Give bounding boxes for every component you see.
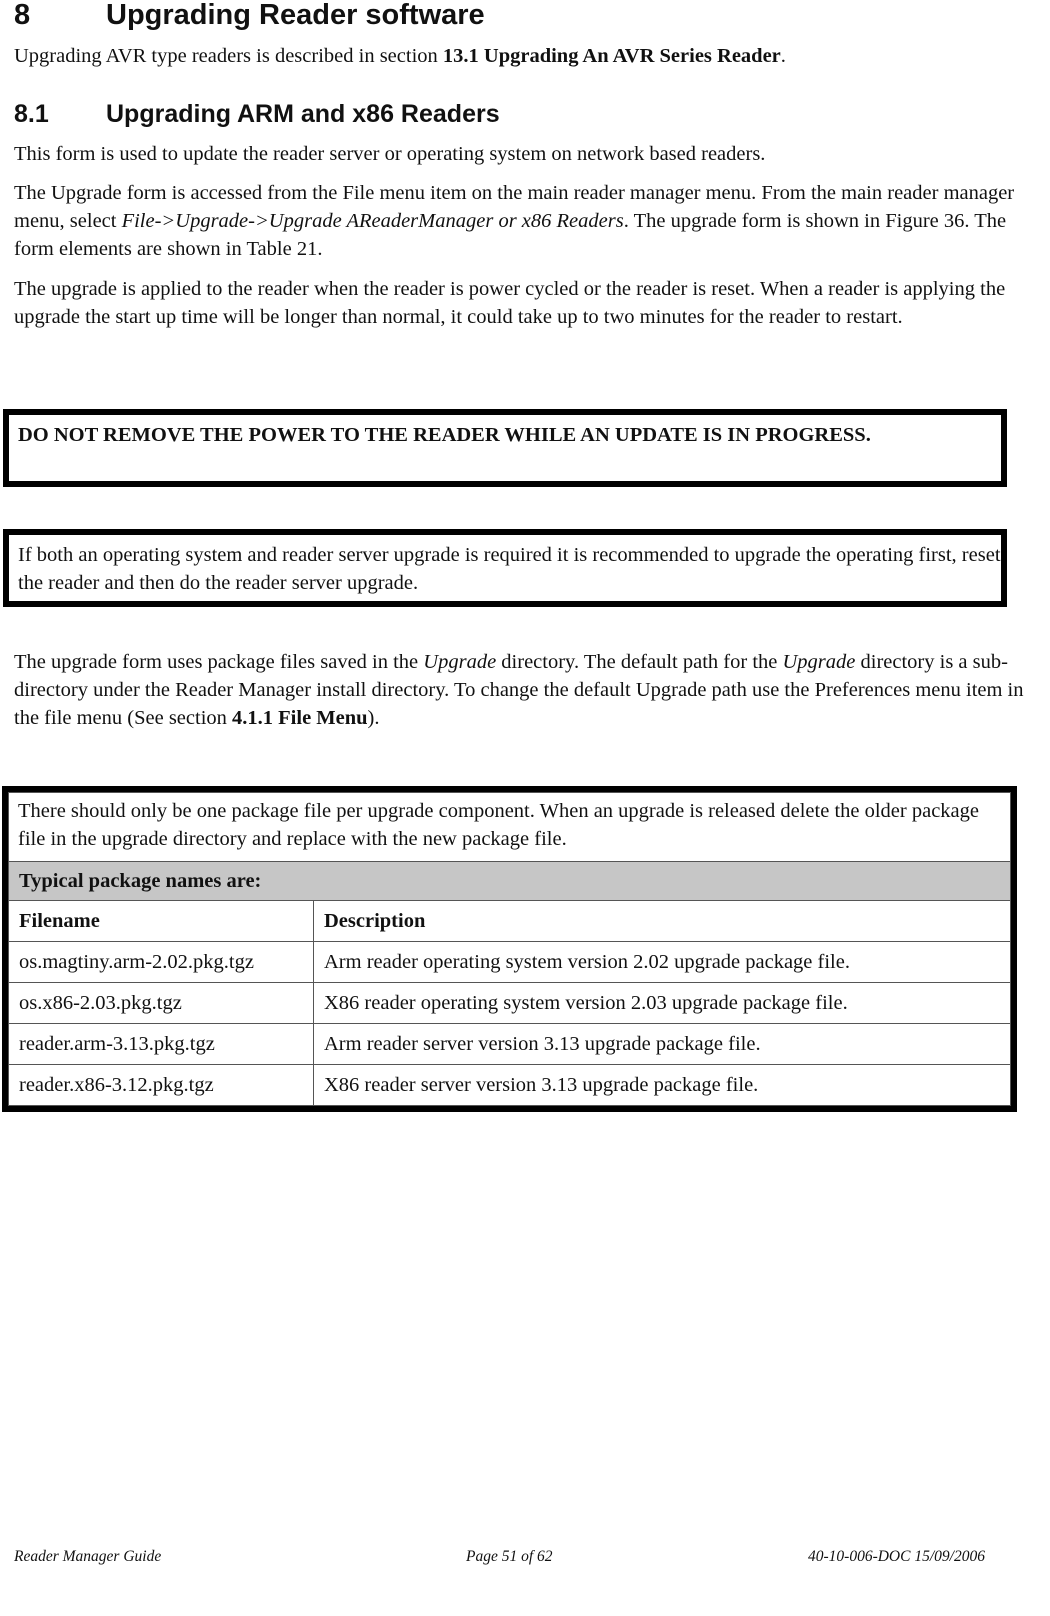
warning-box [3,409,1007,487]
description-cell: Arm reader operating system version 2.02 upgrade package file. [314,942,1011,983]
section-number: 8 [14,0,31,31]
paragraph-package-files: The upgrade form uses package files saved in the Upgrade directory. The default path for the Upgrade directory is a sub-directory under the Reader Manager install directory. To change the default Upgrade path use the Preferences menu item in the file menu (See section 4.1.1 File Menu). [14,651,1024,729]
filename-cell: os.x86-2.03.pkg.tgz [9,983,314,1024]
section-reference-link[interactable]: 13.1 Upgrading An AVR Series Reader [442,45,781,67]
filename-cell: reader.x86-3.12.pkg.tgz [9,1065,314,1106]
column-header-filename: Filename [9,901,314,942]
table-row [9,942,1011,983]
subsection-title: Upgrading ARM and x86 Readers [106,100,500,128]
footer-document-id: 40-10-006-DOC 15/09/2006 [808,1548,985,1565]
subsection-heading [14,99,500,129]
note-box [3,529,1007,607]
subsection-number: 8.1 [14,100,49,128]
description-cell: X86 reader operating system version 2.03 upgrade package file. [314,983,1011,1024]
table-header-row [9,901,1011,942]
warning-text: DO NOT REMOVE THE POWER TO THE READER WHILE AN UPDATE IS IN PROGRESS. [18,424,871,446]
table-caption-row [9,862,1011,901]
note-text: If both an operating system and reader server upgrade is required it is recommended to upgrade the operating first, reset the reader and then do the reader server upgrade. [18,544,1001,594]
footer-page-number: Page 51 of 62 [466,1548,553,1565]
table-caption: Typical package names are: [9,862,1011,901]
description-cell: Arm reader server version 3.13 upgrade package file. [314,1024,1011,1065]
section-heading [14,0,485,30]
section-reference-link[interactable]: 4.1.1 File Menu [232,707,368,729]
table-note-row [9,793,1011,862]
paragraph-apply: The upgrade is applied to the reader when the reader is power cycled or the reader is reset. When a reader is applying the upgrade the start up time will be longer than normal, it could take up to two minutes for the reader to restart. [14,278,1006,328]
paragraph-access: The Upgrade form is accessed from the File menu item on the main reader manager menu. From the main reader manager menu, select File->Upgrade->Upgrade AReaderManager or x86 Readers. The upgrade form is shown in Figure 36. The form elements are shown in Table 21. [14,182,1015,260]
table-row [9,983,1011,1024]
table-row [9,1024,1011,1065]
table-note: There should only be one package file per upgrade component. When an upgrade is released delete the older package file in the upgrade directory and replace with the new package file. [9,793,1011,862]
section-title: Upgrading Reader software [106,0,485,31]
filename-cell: os.magtiny.arm-2.02.pkg.tgz [9,942,314,983]
column-header-description: Description [314,901,1011,942]
menu-path: File->Upgrade->Upgrade AReaderManager or x86 Readers [121,210,624,232]
filename-cell: reader.arm-3.13.pkg.tgz [9,1024,314,1065]
footer-document-title: Reader Manager Guide [14,1548,162,1565]
package-table [2,786,1017,1112]
intro-paragraph: Upgrading AVR type readers is described in section 13.1 Upgrading An AVR Series Reader. [14,45,786,67]
paragraph-purpose: This form is used to update the reader server or operating system on network based readers. [14,143,766,165]
description-cell: X86 reader server version 3.13 upgrade package file. [314,1065,1011,1106]
table-row [9,1065,1011,1106]
